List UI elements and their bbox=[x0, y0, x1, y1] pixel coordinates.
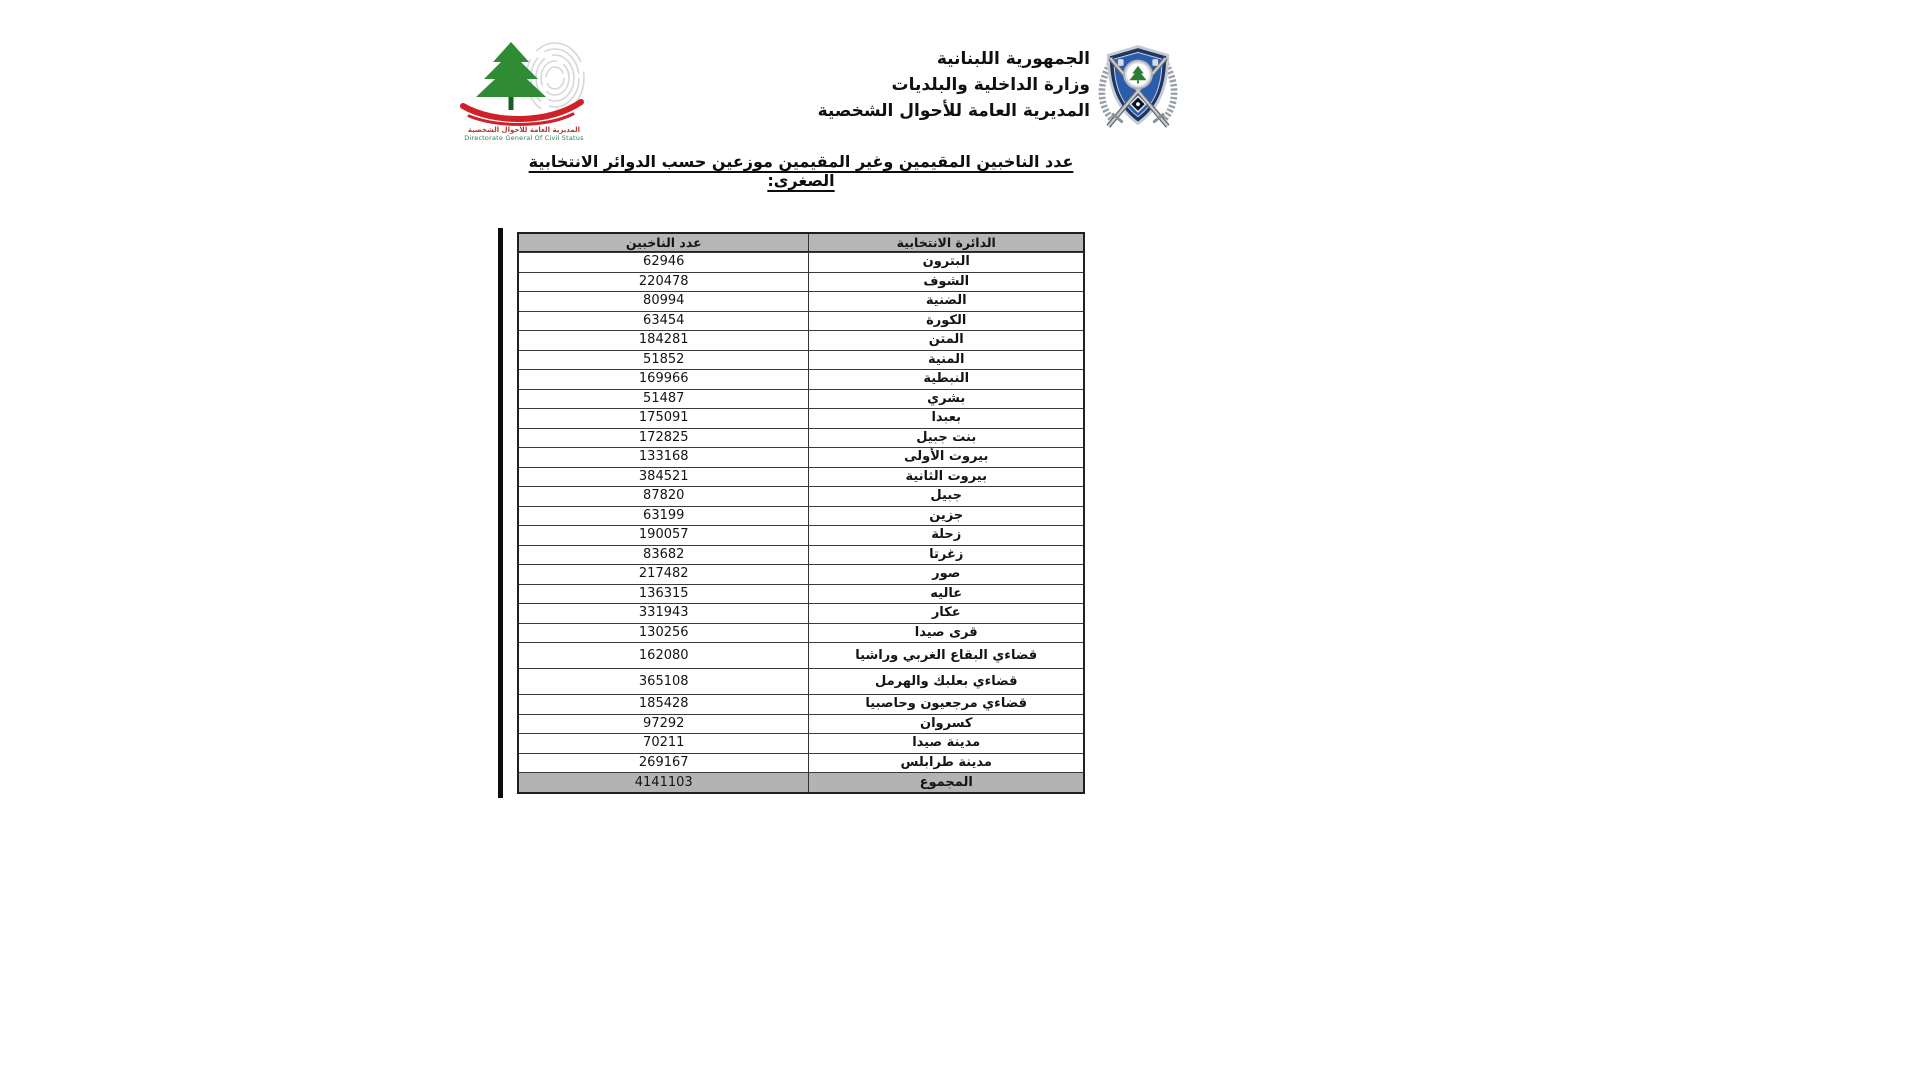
district-cell: قضاءي البقاع الغربي وراشيا bbox=[855, 647, 1038, 663]
total-label-cell: المجموع bbox=[919, 774, 973, 790]
page-title: عدد الناخبين المقيمين وغير المقيمين موزعين حسب الدوائر الانتخابية الصغرى: bbox=[528, 152, 1074, 190]
voters-column-header: عدد الناخبين bbox=[519, 234, 809, 251]
header-line-ministry: وزارة الداخلية والبلديات bbox=[891, 75, 1090, 95]
district-cell: جبيل bbox=[930, 488, 963, 504]
district-cell: بيروت الأولى bbox=[904, 449, 989, 465]
voters-cell: 172825 bbox=[519, 429, 809, 448]
table-row bbox=[519, 330, 1083, 350]
table-row bbox=[519, 272, 1083, 292]
district-cell: قضاءي مرجعيون وحاصبيا bbox=[865, 696, 1028, 712]
table-row bbox=[519, 733, 1083, 753]
district-cell: بيروت الثانية bbox=[905, 468, 987, 484]
table-row bbox=[519, 694, 1083, 714]
table-row bbox=[519, 714, 1083, 734]
ministry-shield-emblem-icon bbox=[1092, 36, 1184, 134]
table-row bbox=[519, 564, 1083, 584]
voters-cell: 133168 bbox=[519, 448, 809, 467]
district-column-header: الدائرة الانتخابية bbox=[896, 234, 996, 250]
district-cell: المنية bbox=[927, 351, 965, 367]
table-row bbox=[519, 408, 1083, 428]
district-cell: قرى صيدا bbox=[914, 624, 978, 640]
table-row bbox=[519, 311, 1083, 331]
table-row bbox=[519, 525, 1083, 545]
district-cell: الشوف bbox=[923, 273, 970, 289]
voters-cell: 220478 bbox=[519, 273, 809, 292]
voters-cell: 136315 bbox=[519, 585, 809, 604]
district-cell: بنت جبيل bbox=[916, 429, 977, 445]
district-cell: صور bbox=[932, 566, 961, 582]
voters-cell: 130256 bbox=[519, 624, 809, 643]
table-header-row bbox=[519, 234, 1083, 252]
table-row bbox=[519, 291, 1083, 311]
voters-cell: 184281 bbox=[519, 331, 809, 350]
header-line-directorate: المديرية العامة للأحوال الشخصية bbox=[817, 101, 1090, 121]
district-cell: الكورة bbox=[926, 312, 967, 328]
table-row bbox=[519, 506, 1083, 526]
table-row bbox=[519, 545, 1083, 565]
logo-caption-arabic: المديرية العامة للأحوال الشخصية bbox=[467, 126, 581, 134]
district-cell: زغرتا bbox=[929, 546, 964, 562]
voters-cell: 162080 bbox=[519, 643, 809, 668]
total-voters-cell: 4141103 bbox=[519, 773, 809, 792]
district-cell: النبطية bbox=[923, 371, 970, 387]
government-header bbox=[770, 46, 1090, 124]
table-row bbox=[519, 389, 1083, 409]
voters-cell: 63199 bbox=[519, 507, 809, 526]
table-row bbox=[519, 252, 1083, 272]
voters-cell: 80994 bbox=[519, 292, 809, 311]
voters-cell: 83682 bbox=[519, 546, 809, 565]
voters-cell: 87820 bbox=[519, 487, 809, 506]
logo-caption-english: Directorate General Of Civil Status bbox=[464, 134, 584, 142]
voters-cell: 51852 bbox=[519, 351, 809, 370]
header-line-republic: الجمهورية اللبنانية bbox=[936, 49, 1090, 69]
district-cell: المتن bbox=[928, 332, 964, 348]
district-cell: البترون bbox=[922, 254, 970, 270]
district-cell: مدينة طرابلس bbox=[900, 754, 992, 770]
table-row bbox=[519, 447, 1083, 467]
table-row bbox=[519, 350, 1083, 370]
district-cell: مدينة صيدا bbox=[912, 735, 981, 751]
district-cell: الضنية bbox=[925, 293, 967, 309]
district-cell: قضاءي بعلبك والهرمل bbox=[874, 673, 1018, 689]
voters-cell: 217482 bbox=[519, 565, 809, 584]
table-body bbox=[519, 252, 1083, 792]
voters-cell: 63454 bbox=[519, 312, 809, 331]
voters-cell: 62946 bbox=[519, 253, 809, 272]
district-cell: عكار bbox=[931, 605, 961, 621]
voters-cell: 51487 bbox=[519, 390, 809, 409]
voters-cell: 185428 bbox=[519, 695, 809, 714]
voters-table bbox=[517, 232, 1085, 794]
table-row bbox=[519, 369, 1083, 389]
voters-cell: 384521 bbox=[519, 468, 809, 487]
voters-cell: 331943 bbox=[519, 604, 809, 623]
voters-cell: 97292 bbox=[519, 715, 809, 734]
cedar-fingerprint-icon bbox=[449, 40, 599, 126]
district-cell: زحلة bbox=[931, 527, 962, 543]
table-row bbox=[519, 642, 1083, 668]
voters-cell: 175091 bbox=[519, 409, 809, 428]
table-left-rule bbox=[498, 228, 503, 798]
table-row bbox=[519, 623, 1083, 643]
civil-status-logo bbox=[448, 40, 600, 142]
table-total-row bbox=[519, 772, 1083, 792]
table-row bbox=[519, 603, 1083, 623]
district-cell: عاليه bbox=[930, 585, 963, 601]
voters-cell: 190057 bbox=[519, 526, 809, 545]
voters-cell: 70211 bbox=[519, 734, 809, 753]
district-cell: بشري bbox=[927, 390, 966, 406]
voters-cell: 365108 bbox=[519, 669, 809, 694]
district-cell: جزين bbox=[929, 507, 964, 523]
table-row bbox=[519, 428, 1083, 448]
table-row bbox=[519, 486, 1083, 506]
table-row bbox=[519, 584, 1083, 604]
table-row bbox=[519, 753, 1083, 773]
voters-cell: 169966 bbox=[519, 370, 809, 389]
district-cell: كسروان bbox=[919, 715, 973, 731]
table-row bbox=[519, 668, 1083, 694]
table-row bbox=[519, 467, 1083, 487]
voters-cell: 269167 bbox=[519, 754, 809, 773]
district-cell: بعبدا bbox=[931, 410, 961, 426]
